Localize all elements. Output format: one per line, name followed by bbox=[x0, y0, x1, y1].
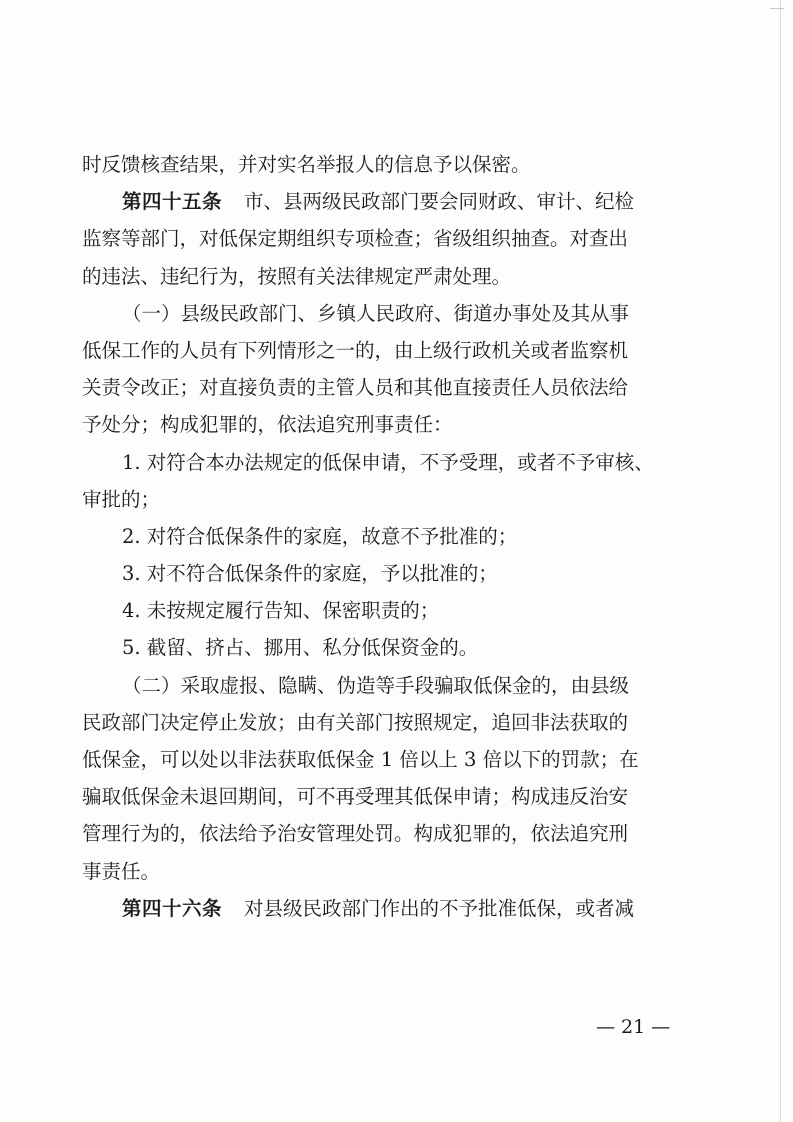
text-line: 民政部门决定停止发放；由有关部门按照规定，追回非法获取的 bbox=[82, 710, 629, 734]
text-line: 低保工作的人员有下列情形之一的，由上级行政机关或者监察机 bbox=[82, 338, 629, 362]
scan-corner-mark bbox=[770, 8, 784, 15]
clause-2-heading-line: （二）采取虚报、隐瞒、伪造等手段骗取低保金的，由县级 bbox=[122, 673, 630, 697]
document-body bbox=[82, 146, 682, 927]
text-line: 骗取低保金未退回期间，可不再受理其低保申请；构成违反治安 bbox=[82, 785, 629, 809]
list-item-1: 1. 对符合本办法规定的低保申请，不予受理，或者不予审核、 bbox=[122, 450, 654, 474]
list-item-4: 4. 未按规定履行告知、保密职责的； bbox=[122, 599, 440, 623]
text-line: 市、县两级民政部门要会同财政、审计、纪检 bbox=[244, 190, 635, 214]
article-46-title: 第四十六条 bbox=[122, 896, 223, 920]
text-line: 管理行为的，依法给予治安管理处罚。构成犯罪的，依法追究刑 bbox=[82, 822, 629, 846]
text-line: 对县级民政部门作出的不予批准低保，或者减 bbox=[244, 896, 635, 920]
article-45-first-line bbox=[82, 183, 682, 220]
list-item-3: 3. 对不符合低保条件的家庭，予以批准的； bbox=[122, 562, 498, 586]
text-line: 的违法、违纪行为，按照有关法律规定严肃处理。 bbox=[82, 264, 512, 288]
text-line: 监察等部门，对低保定期组织专项检查；省级组织抽查。对查出 bbox=[82, 227, 629, 251]
list-item-2: 2. 对符合低保条件的家庭，故意不予批准的； bbox=[122, 524, 518, 548]
list-item-5: 5. 截留、挤占、挪用、私分低保资金的。 bbox=[122, 636, 479, 660]
scan-edge-line bbox=[780, 0, 781, 1122]
text-line: 关责令改正；对直接负责的主管人员和其他直接责任人员依法给 bbox=[82, 376, 629, 400]
text-line: 低保金，可以处以非法获取低保金 1 倍以上 3 倍以下的罚款；在 bbox=[82, 748, 639, 771]
clause-1-heading-line: （一）县级民政部门、乡镇人民政府、街道办事处及其从事 bbox=[122, 301, 630, 325]
page-number: — 21 — bbox=[596, 1016, 671, 1038]
list-item-1-continued: 审批的； bbox=[82, 487, 161, 511]
text-line: 事责任。 bbox=[82, 859, 161, 883]
article-46-first-line bbox=[82, 890, 682, 927]
text-line: 时反馈核查结果，并对实名举报人的信息予以保密。 bbox=[82, 153, 531, 176]
text-line: 予处分；构成犯罪的，依法追究刑事责任： bbox=[82, 413, 453, 437]
article-45-title: 第四十五条 bbox=[122, 190, 223, 214]
